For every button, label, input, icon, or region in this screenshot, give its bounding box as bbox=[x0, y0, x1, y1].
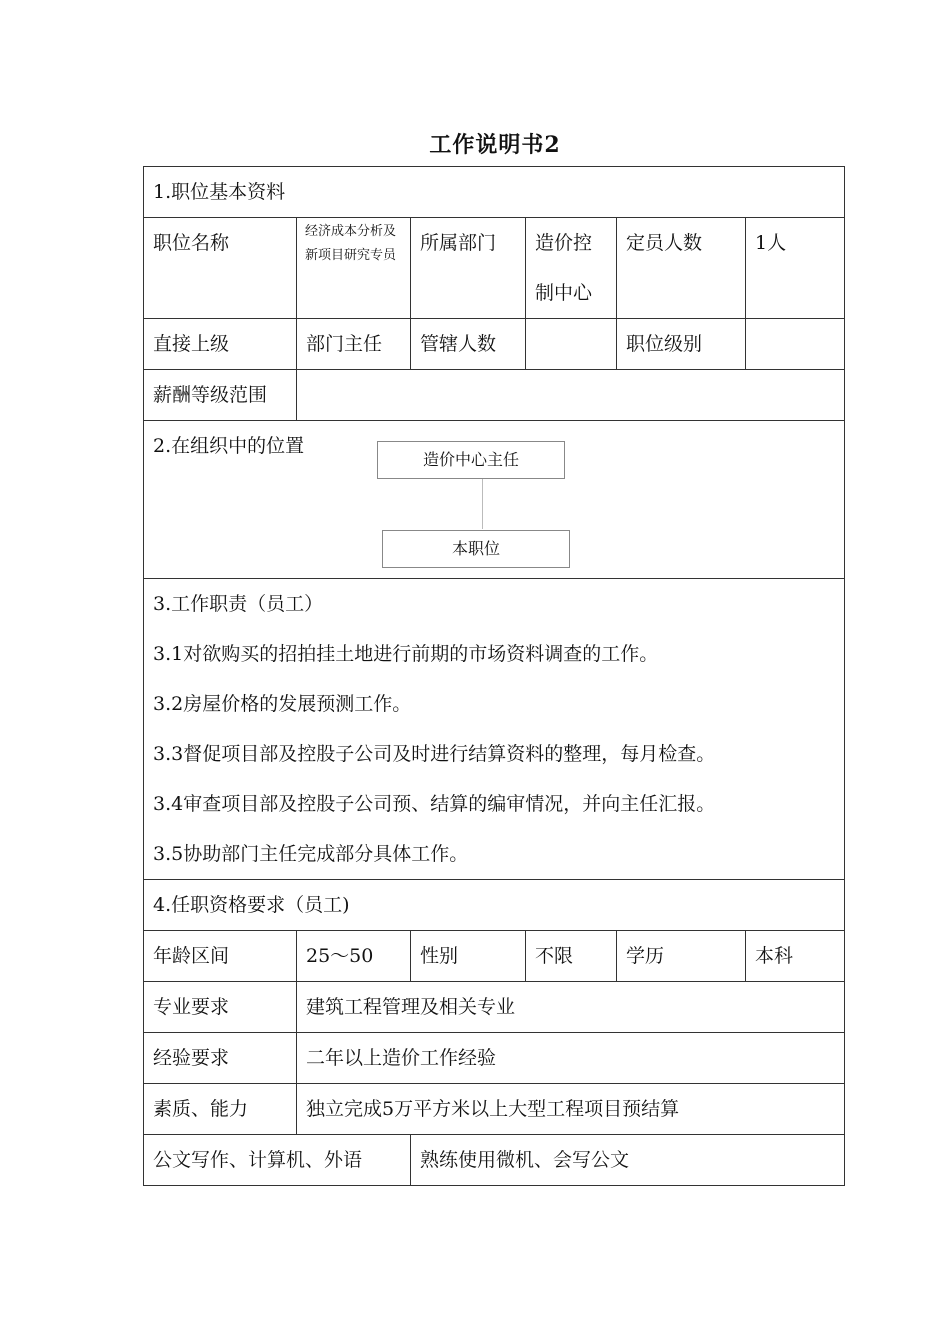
education-label: 学历 bbox=[617, 931, 746, 982]
duties-cell bbox=[144, 579, 845, 880]
age-row bbox=[144, 931, 845, 982]
headcount-value: 1人 bbox=[746, 218, 845, 319]
section1-heading-row bbox=[144, 167, 845, 218]
superior-value: 部门主任 bbox=[297, 319, 411, 370]
duty-item: 3.4审查项目部及控股子公司预、结算的编审情况，并向主任汇报。 bbox=[153, 793, 716, 815]
org-position-cell bbox=[144, 421, 845, 579]
skills-label: 公文写作、计算机、外语 bbox=[144, 1135, 411, 1186]
subordinates-value bbox=[526, 319, 617, 370]
major-row bbox=[144, 982, 845, 1033]
section4-heading-row bbox=[144, 880, 845, 931]
position-name-value: 经济成本分析及新项目研究专员 bbox=[297, 218, 411, 319]
skills-value: 熟练使用微机、会写公文 bbox=[411, 1135, 845, 1186]
section2-row bbox=[144, 421, 845, 579]
superior-row bbox=[144, 319, 845, 370]
department-value: 造价控制中心 bbox=[526, 218, 617, 319]
duty-item: 3.2房屋价格的发展预测工作。 bbox=[153, 693, 412, 715]
org-chart-self-box: 本职位 bbox=[382, 530, 570, 568]
duty-item: 3.3督促项目部及控股子公司及时进行结算资料的整理，每月检查。 bbox=[153, 743, 716, 765]
department-label: 所属部门 bbox=[411, 218, 526, 319]
experience-value: 二年以上造价工作经验 bbox=[297, 1033, 845, 1084]
major-value: 建筑工程管理及相关专业 bbox=[297, 982, 845, 1033]
position-row bbox=[144, 218, 845, 319]
section3-heading: 3.工作职责（员工） bbox=[153, 593, 324, 615]
job-description-table bbox=[143, 166, 845, 1186]
document-title: 工作说明书2 bbox=[429, 132, 561, 158]
section1-heading: 1.职位基本资料 bbox=[144, 167, 845, 218]
section3-row bbox=[144, 579, 845, 880]
ability-row bbox=[144, 1084, 845, 1135]
org-chart-boss-box: 造价中心主任 bbox=[377, 441, 565, 479]
position-name-label: 职位名称 bbox=[144, 218, 297, 319]
gender-value: 不限 bbox=[526, 931, 617, 982]
salary-range-value bbox=[297, 370, 845, 421]
experience-label: 经验要求 bbox=[144, 1033, 297, 1084]
headcount-label: 定员人数 bbox=[617, 218, 746, 319]
duty-item: 3.1对欲购买的招拍挂土地进行前期的市场资料调查的工作。 bbox=[153, 643, 659, 665]
skills-row bbox=[144, 1135, 845, 1186]
salary-row bbox=[144, 370, 845, 421]
position-level-value bbox=[746, 319, 845, 370]
section4-heading: 4.任职资格要求（员工) bbox=[144, 880, 845, 931]
age-range-label: 年龄区间 bbox=[144, 931, 297, 982]
age-range-value: 25～50 bbox=[297, 931, 411, 982]
subordinates-label: 管辖人数 bbox=[411, 319, 526, 370]
superior-label: 直接上级 bbox=[144, 319, 297, 370]
experience-row bbox=[144, 1033, 845, 1084]
duty-item: 3.5协助部门主任完成部分具体工作。 bbox=[153, 843, 469, 865]
section2-heading: 2.在组织中的位置 bbox=[153, 435, 305, 457]
gender-label: 性别 bbox=[411, 931, 526, 982]
major-label: 专业要求 bbox=[144, 982, 297, 1033]
org-chart-connector bbox=[482, 479, 483, 529]
position-level-label: 职位级别 bbox=[617, 319, 746, 370]
ability-value: 独立完成5万平方米以上大型工程项目预结算 bbox=[297, 1084, 845, 1135]
salary-range-label: 薪酬等级范围 bbox=[144, 370, 297, 421]
ability-label: 素质、能力 bbox=[144, 1084, 297, 1135]
education-value: 本科 bbox=[746, 931, 845, 982]
